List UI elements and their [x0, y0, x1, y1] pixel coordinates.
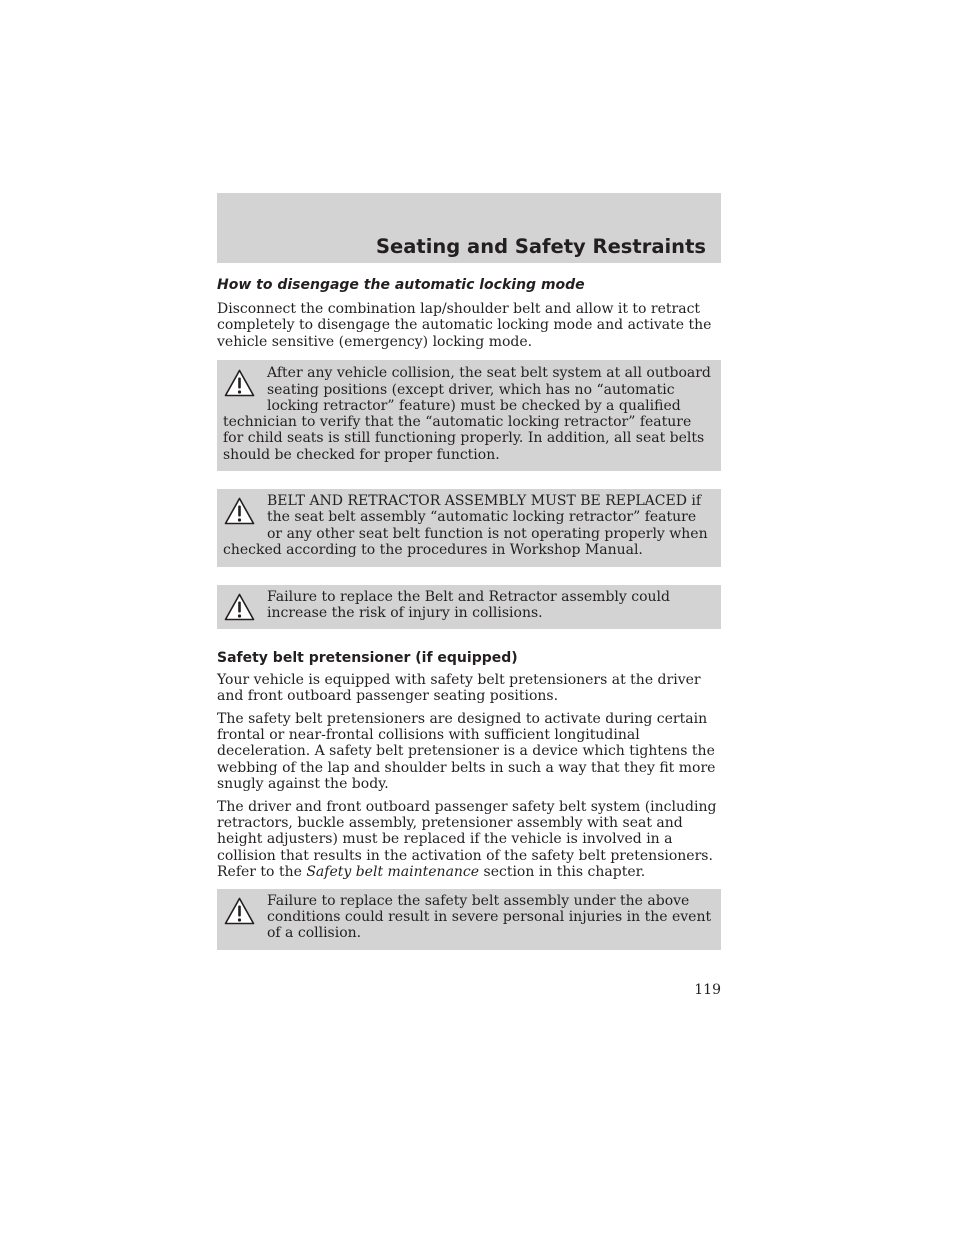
page-content: [217, 276, 721, 950]
warning-text-severe-injury: Failure to replace the safety belt assembly under the above conditions could result in severe personal injuries in the event of a collision.: [267, 892, 712, 942]
pretensioner-paragraph-3-end: section in this chapter.: [483, 864, 646, 881]
safety-belt-maintenance-reference: Safety belt maintenance: [306, 864, 480, 881]
page-header: [217, 193, 721, 263]
warning-triangle-icon: [224, 369, 255, 397]
warning-box-collision-check: [217, 360, 721, 471]
pretensioner-paragraph-3: [217, 799, 721, 881]
pretensioner-paragraph-3-start: The driver and front outboard passenger safety belt system (including retractors, buckle assembly, pretensioner assembly with seat and height adjusters) must be replaced if the vehicle is involved in a collision that results in the activation of the safety belt pretensioners. Refer to the: [217, 798, 717, 881]
warning-triangle-icon: [224, 897, 255, 925]
page-number: 119: [694, 982, 721, 998]
disengage-paragraph: Disconnect the combination lap/shoulder belt and allow it to retract completely to disengage the automatic locking mode and activate the vehicle sensitive (emergency) locking mode.: [217, 301, 712, 350]
warning-box-injury-risk: [217, 585, 721, 629]
section-heading-disengage: How to disengage the automatic locking mode: [217, 277, 585, 293]
warning-text-replace-assembly: BELT AND RETRACTOR ASSEMBLY MUST BE REPLACED if the seat belt assembly “automatic locking retractor” feature or any other seat belt function is not operating properly when checked according to the procedures in Workshop Manual.: [223, 493, 708, 558]
warning-box-severe-injury: [217, 889, 721, 950]
warning-text-injury-risk: Failure to replace the Belt and Retractor assembly could increase the risk of injury in collisions.: [267, 589, 670, 622]
warning-box-replace-assembly: [217, 489, 721, 567]
warning-triangle-icon: [224, 497, 255, 525]
pretensioner-paragraph-1: Your vehicle is equipped with safety belt pretensioners at the driver and front outboard passenger seating positions.: [217, 671, 701, 705]
pretensioner-paragraph-2: The safety belt pretensioners are designed to activate during certain frontal or near-frontal collisions with sufficient longitudinal deceleration. A safety belt pretensioner is a device which tightens the webbing of the lap and shoulder belts in such a way that they fit more snugly against the body.: [217, 710, 716, 793]
header-title: Seating and Safety Restraints: [375, 235, 706, 258]
section-heading-pretensioner: Safety belt pretensioner (if equipped): [217, 649, 518, 666]
warning-text-collision-check: After any vehicle collision, the seat belt system at all outboard seating positions (except driver, which has no “automatic locking retractor” feature) must be checked by a qualified technician to verify that the “automatic locking retractor” feature for child seats is still functioning properly. In addition, all seat belts should be checked for proper function.: [223, 365, 711, 463]
warning-triangle-icon: [224, 593, 255, 621]
